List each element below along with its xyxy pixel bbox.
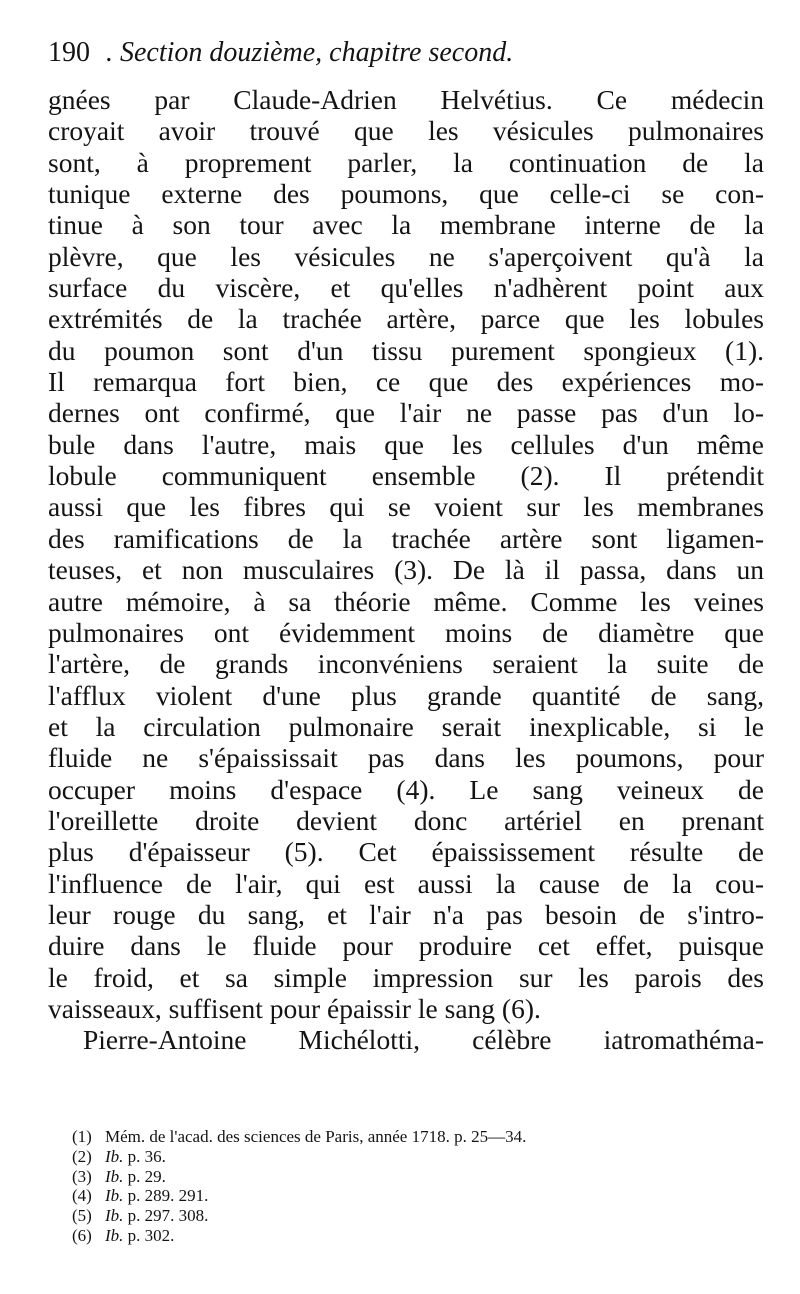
- footnote-text: p. 36.: [123, 1146, 166, 1166]
- paragraph-start-line: Pierre-Antoine Michélotti, célèbre iatromathéma-: [83, 1024, 764, 1056]
- text-line: plèvre, que les vésicules ne s'aperçoivent qu'à la: [48, 240, 764, 272]
- text-line: duire dans le fluide pour produire cet effet, puisque: [48, 930, 764, 962]
- footnote-ibid: Ib.: [105, 1186, 124, 1206]
- footnote: [72, 1206, 772, 1226]
- text-line: aussi que les fibres qui se voient sur les membranes: [48, 491, 764, 523]
- text-line: lobule communiquent ensemble (2). Il prétendit: [48, 460, 764, 492]
- text-line: occuper moins d'espace (4). Le sang veineux de: [48, 773, 764, 805]
- text-line: l'artère, de grands inconvéniens seraient la suite de: [48, 648, 764, 680]
- text-line: gnées par Claude-Adrien Helvétius. Ce médecin: [48, 84, 764, 115]
- body-text: [48, 84, 764, 1056]
- footnote: [72, 1127, 772, 1147]
- footnote-number: (6): [72, 1225, 92, 1245]
- text-line: du poumon sont d'un tissu purement spongieux (1).: [48, 334, 764, 366]
- footnote-ibid: Ib.: [105, 1206, 124, 1226]
- text-line: l'afflux violent d'une plus grande quantité de sang,: [48, 679, 764, 711]
- footnote-number: (1): [72, 1127, 92, 1146]
- text-line: des ramifications de la trachée artère sont ligamen-: [48, 522, 764, 554]
- text-line: croyait avoir trouvé que les vésicules pulmonaires: [48, 115, 764, 147]
- page-number: 190: [48, 37, 90, 68]
- text-line: dernes ont confirmé, que l'air ne passe pas d'un lo-: [48, 397, 764, 429]
- footnote-number: (4): [72, 1186, 92, 1206]
- text-line: fluide ne s'épaississait pas dans les poumons, pour: [48, 742, 764, 774]
- running-header: [48, 36, 513, 70]
- text-line: leur rouge du sang, et l'air n'a pas besoin de s'intro-: [48, 898, 764, 930]
- text-line: teuses, et non musculaires (3). De là il passa, dans un: [48, 554, 764, 586]
- footnote-text: p. 297. 308.: [123, 1206, 209, 1226]
- footnote-number: (5): [72, 1206, 92, 1226]
- footnote-text: Mém. de l'acad. des sciences de Paris, année 1718. p. 25—34.: [105, 1127, 527, 1146]
- footnote-ibid: Ib.: [105, 1225, 124, 1245]
- text-line: pulmonaires ont évidemment moins de diamètre que: [48, 616, 764, 648]
- footnote: [72, 1186, 772, 1206]
- text-line: sont, à proprement parler, la continuation de la: [48, 146, 764, 178]
- text-line: tinue à son tour avec la membrane interne de la: [48, 209, 764, 241]
- footnote-text: p. 289. 291.: [123, 1186, 209, 1206]
- text-line: autre mémoire, à sa théorie même. Comme les veines: [48, 585, 764, 617]
- text-line: tunique externe des poumons, que celle-ci se con-: [48, 178, 764, 210]
- footnote: [72, 1226, 772, 1246]
- text-line: surface du viscère, et qu'elles n'adhèrent point aux: [48, 272, 764, 304]
- text-line: le froid, et sa simple impression sur les parois des: [48, 961, 764, 993]
- footnote: [72, 1147, 772, 1167]
- footnote: [72, 1167, 772, 1187]
- footnotes: [72, 1127, 772, 1246]
- text-line: bule dans l'autre, mais que les cellules d'un même: [48, 428, 764, 460]
- running-title: . Section douzième, chapitre second.: [106, 37, 514, 68]
- text-line: extrémités de la trachée artère, parce que les lobules: [48, 303, 764, 335]
- text-line: l'influence de l'air, qui est aussi la cause de la cou-: [48, 867, 764, 899]
- footnote-number: (2): [72, 1146, 92, 1166]
- text-line: l'oreillette droite devient donc artériel en prenant: [48, 804, 764, 836]
- text-line: vaisseaux, suffisent pour épaissir le sang (6).: [48, 992, 541, 1024]
- text-line: plus d'épaisseur (5). Cet épaississement résulte de: [48, 836, 764, 868]
- footnote-text: p. 29.: [123, 1166, 166, 1186]
- text-line: et la circulation pulmonaire serait inexplicable, si le: [48, 710, 764, 742]
- text-line: Il remarqua fort bien, ce que des expériences mo-: [48, 366, 764, 398]
- footnote-ibid: Ib.: [105, 1166, 124, 1186]
- footnote-number: (3): [72, 1166, 92, 1186]
- footnote-text: p. 302.: [123, 1225, 175, 1245]
- footnote-ibid: Ib.: [105, 1146, 124, 1166]
